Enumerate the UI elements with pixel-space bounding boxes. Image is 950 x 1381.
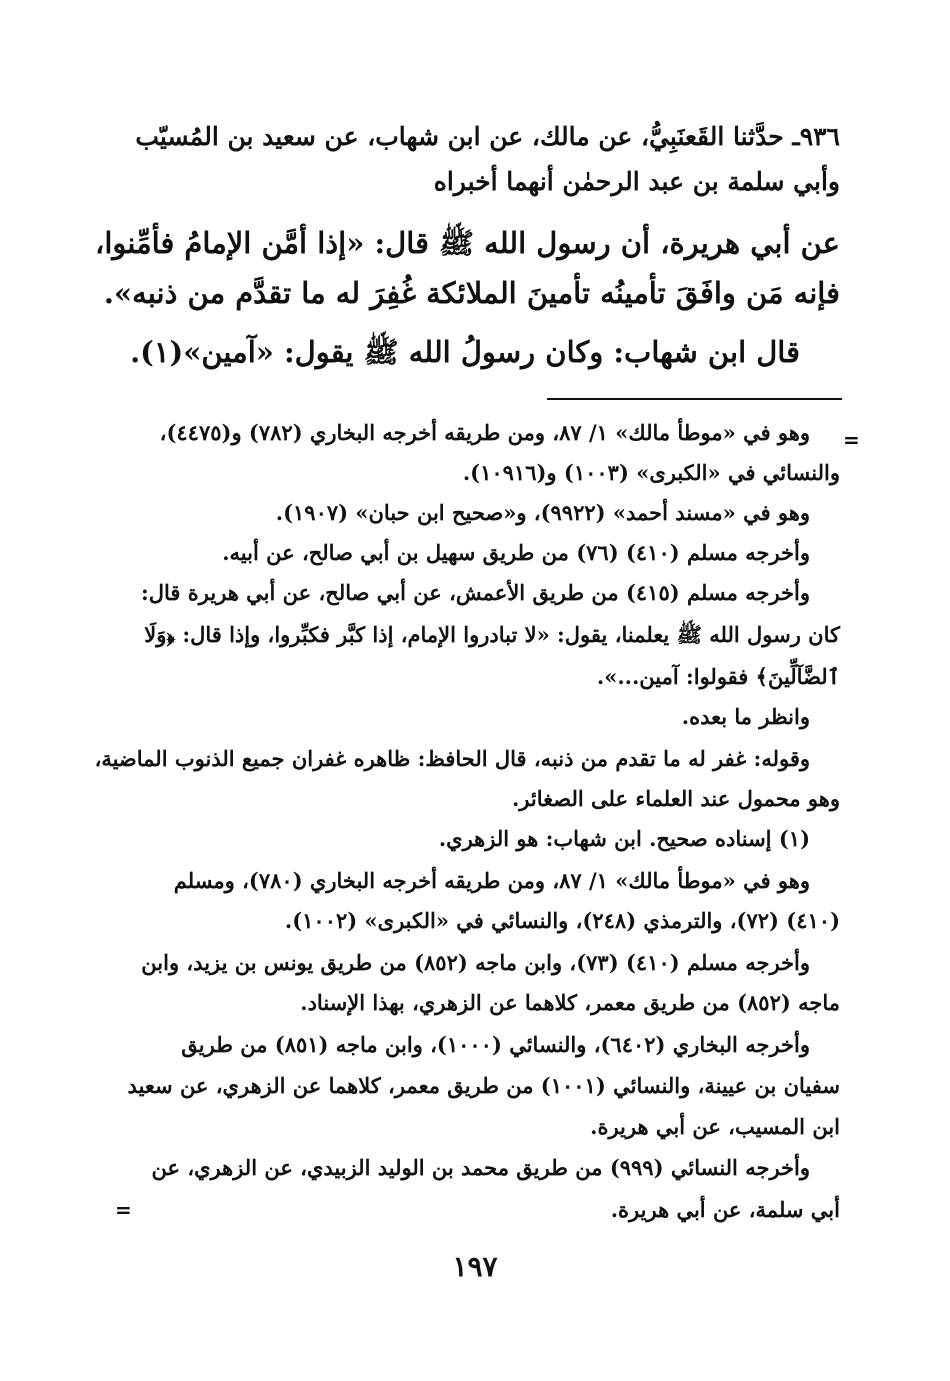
footnote-line: وهو محمول عند العلماء على الصغائر.: [512, 786, 840, 811]
footnote-line: ابن المسيب، عن أبي هريرة.: [590, 1114, 840, 1139]
hadith-matn-line-3: قال ابن شهاب: وكان رسولُ الله ﷺ يقول: «آمين»(١).: [130, 335, 800, 369]
footnote-line: سفيان بن عيينة، والنسائي (١٠٠١) من طريق معمر، كلاهما عن الزهري، عن سعيد: [127, 1073, 840, 1098]
footnote-line: وأخرجه البخاري (٦٤٠٢)، والنسائي (١٠٠٠)، وابن ماجه (٨٥١) من طريق: [181, 1032, 810, 1057]
footnote-line: وأخرجه مسلم (٤١٥) من طريق الأعمش، عن أبي صالح، عن أبي هريرة قال:: [141, 580, 810, 605]
footnote-line: ٱلضَّآلِّينَ﴾ فقولوا: آمين...».: [596, 664, 840, 689]
footnote-line: وهو في «موطأ مالك» ١/ ٨٧، ومن طريقه أخرجه البخاري (٧٨٢) و(٤٤٧٥)،: [159, 420, 810, 445]
footnote-line: وهو في «موطأ مالك» ١/ ٨٧، ومن طريقه أخرجه البخاري (٧٨٠)، ومسلم: [173, 868, 810, 893]
footnote-line: ماجه (٨٥٢) من طريق معمر، كلاهما عن الزهري، بهذا الإسناد.: [300, 990, 840, 1015]
footnote-line: وأخرجه النسائي (٩٩٩) من طريق محمد بن الوليد الزبيدي، عن الزهري، عن: [151, 1155, 810, 1180]
footnote-line: كان رسول الله ﷺ يعلمنا، يقول: «لا تبادروا الإمام، إذا كبَّر فكبِّروا، وإذا قال: ﴿وَلَا: [144, 622, 840, 647]
page-number: ١٩٧: [452, 1250, 498, 1283]
footnote-line: (١) إسناده صحيح. ابن شهاب: هو الزهري.: [438, 826, 810, 851]
footnote-line: وأخرجه مسلم (٤١٠) (٧٦) من طريق سهيل بن أبي صالح، عن أبيه.: [222, 540, 810, 565]
footnote-line: وانظر ما بعده.: [681, 704, 810, 729]
footnote-divider: [547, 398, 842, 400]
hadith-isnad-line-1: ٩٣٦ـ حدَّثنا القَعنَبِيُّ، عن مالك، عن ابن شهاب، عن سعيد بن المُسيّب: [135, 122, 840, 151]
footnote-continuation-marker: =: [843, 428, 860, 452]
footnote-line: وأخرجه مسلم (٤١٠) (٧٣)، وابن ماجه (٨٥٢) من طريق يونس بن يزيد، وابن: [141, 950, 810, 975]
footnote-end-marker: =: [115, 1198, 132, 1222]
footnote-line: أبي سلمة، عن أبي هريرة.: [610, 1197, 840, 1222]
footnote-line: وقوله: غفر له ما تقدم من ذنبه، قال الحافظ: ظاهره غفران جميع الذنوب الماضية،: [94, 746, 810, 771]
footnote-line: والنسائي في «الكبرى» (١٠٠٣) و(١٠٩١٦).: [462, 460, 840, 485]
hadith-matn-line-2: فإنه مَن وافَقَ تأمينُه تأمينَ الملائكة غُفِرَ له ما تقدَّم من ذنبه».: [103, 276, 840, 310]
hadith-matn-line-1: عن أبي هريرة، أن رسول الله ﷺ قال: «إذا أمَّن الإمامُ فأمِّنوا،: [94, 226, 840, 260]
footnote-line: (٤١٠) (٧٢)، والترمذي (٢٤٨)، والنسائي في «الكبرى» (١٠٠٢).: [284, 908, 840, 933]
footnote-line: وهو في «مسند أحمد» (٩٩٢٢)، و«صحيح ابن حبان» (١٩٠٧).: [275, 500, 810, 525]
hadith-isnad-line-2: وأبي سلمة بن عبد الرحمٰن أنهما أخبراه: [433, 167, 840, 196]
